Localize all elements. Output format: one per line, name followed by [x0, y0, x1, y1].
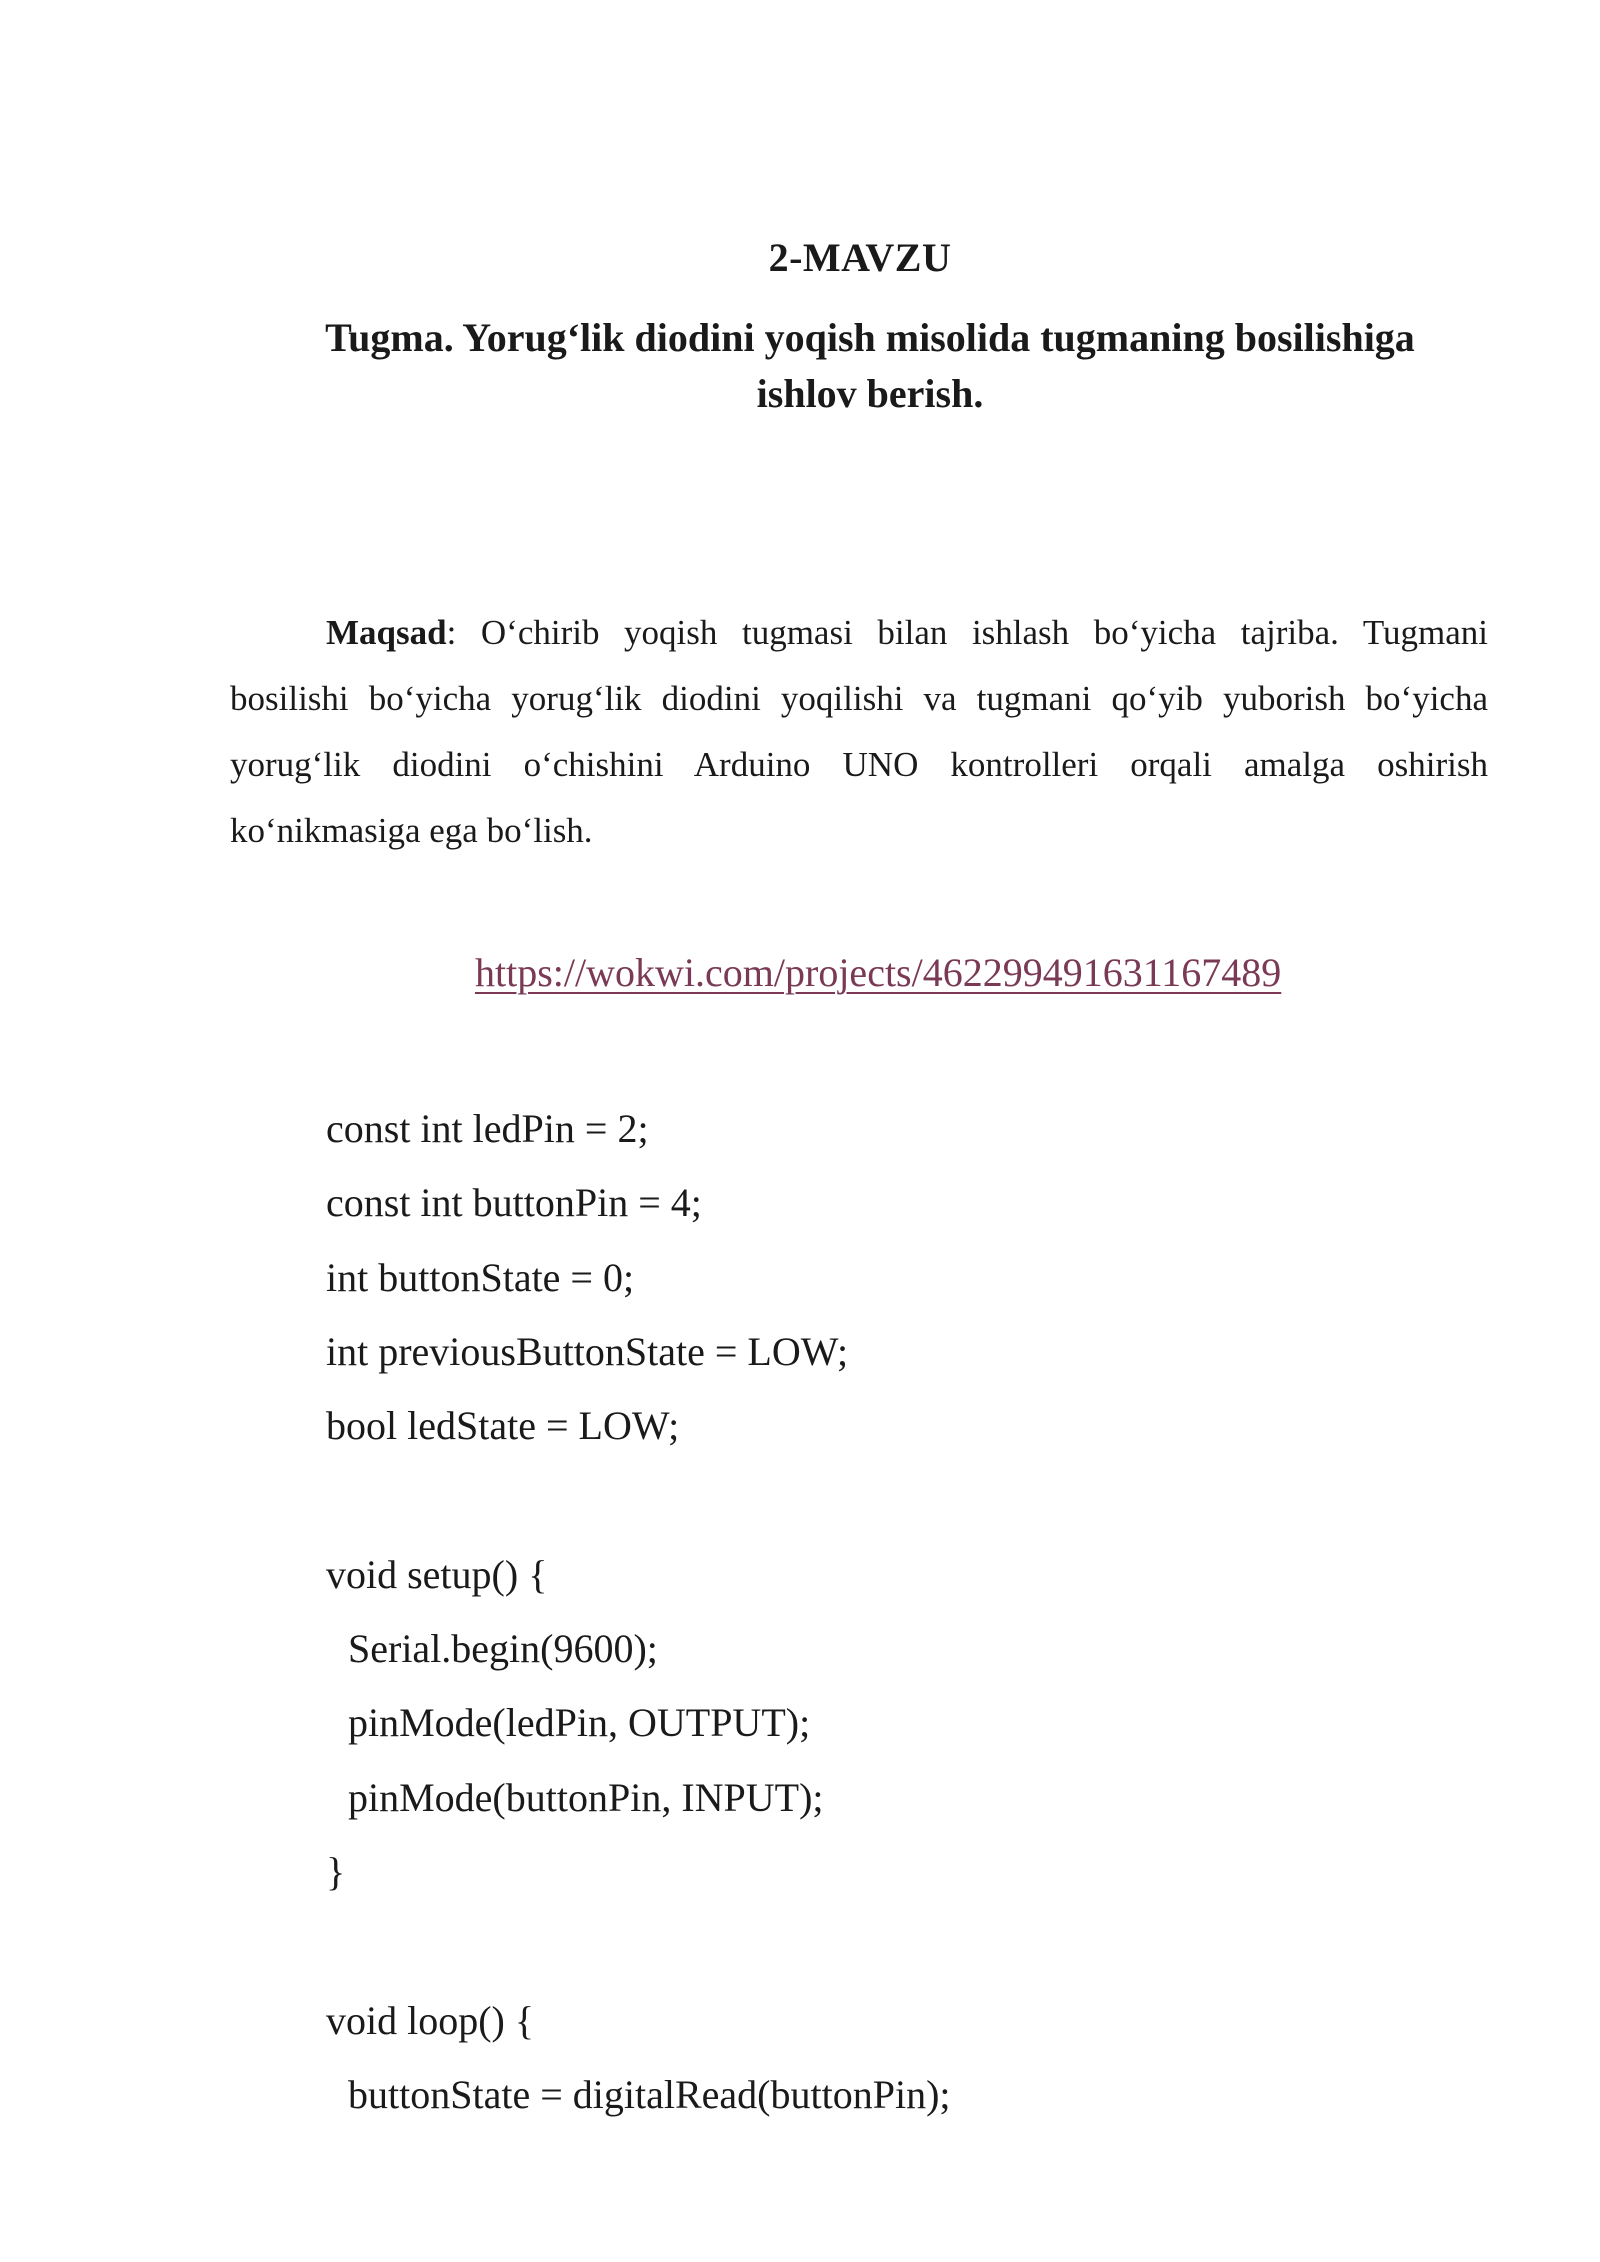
code-line-blank: [326, 1909, 1426, 1983]
code-line-blank: [326, 1463, 1426, 1537]
code-line: const int buttonPin = 4;: [326, 1180, 702, 1226]
code-line: int buttonState = 0;: [326, 1254, 635, 1300]
title-line-2: ishlov berish.: [756, 371, 984, 416]
code-line: void loop() {: [326, 1997, 535, 2043]
code-line: pinMode(buttonPin, INPUT);: [348, 1774, 824, 1820]
code-line: }: [326, 1848, 346, 1894]
topic-number: 2-MAVZU: [768, 235, 952, 280]
code-block: [326, 1092, 1426, 2132]
purpose-label: Maqsad: [326, 613, 447, 652]
code-line: const int ledPin = 2;: [326, 1106, 649, 1151]
purpose-text: O‘chirib yoqish tugmasi bilan ishlash bo‘yicha tajriba. Tugmani bosilishi bo‘yicha yorug‘lik diodini yoqilishi va tugmani qo‘yib yuborish bo‘yicha yorug‘lik diodini o‘chishini Arduino UNO kontrolleri orqali amalga oshirish ko‘nikmasiga ega bo‘lish.: [230, 613, 1488, 850]
code-line: void setup() {: [326, 1551, 548, 1597]
code-line: pinMode(ledPin, OUTPUT);: [348, 1700, 811, 1746]
code-line: Serial.begin(9600);: [348, 1626, 658, 1672]
page-title: [240, 310, 1500, 422]
code-line: bool ledState = LOW;: [326, 1403, 680, 1449]
purpose-separator: :: [446, 613, 457, 652]
title-line-1: Tugma. Yorug‘lik diodini yoqish misolida tugmaning bosilishiga: [325, 315, 1415, 360]
code-line: buttonState = digitalRead(buttonPin);: [348, 2071, 951, 2117]
code-line: int previousButtonState = LOW;: [326, 1328, 849, 1374]
wokwi-project-link[interactable]: https://wokwi.com/projects/462299491631167489: [475, 950, 1282, 995]
purpose-paragraph: [230, 600, 1488, 864]
